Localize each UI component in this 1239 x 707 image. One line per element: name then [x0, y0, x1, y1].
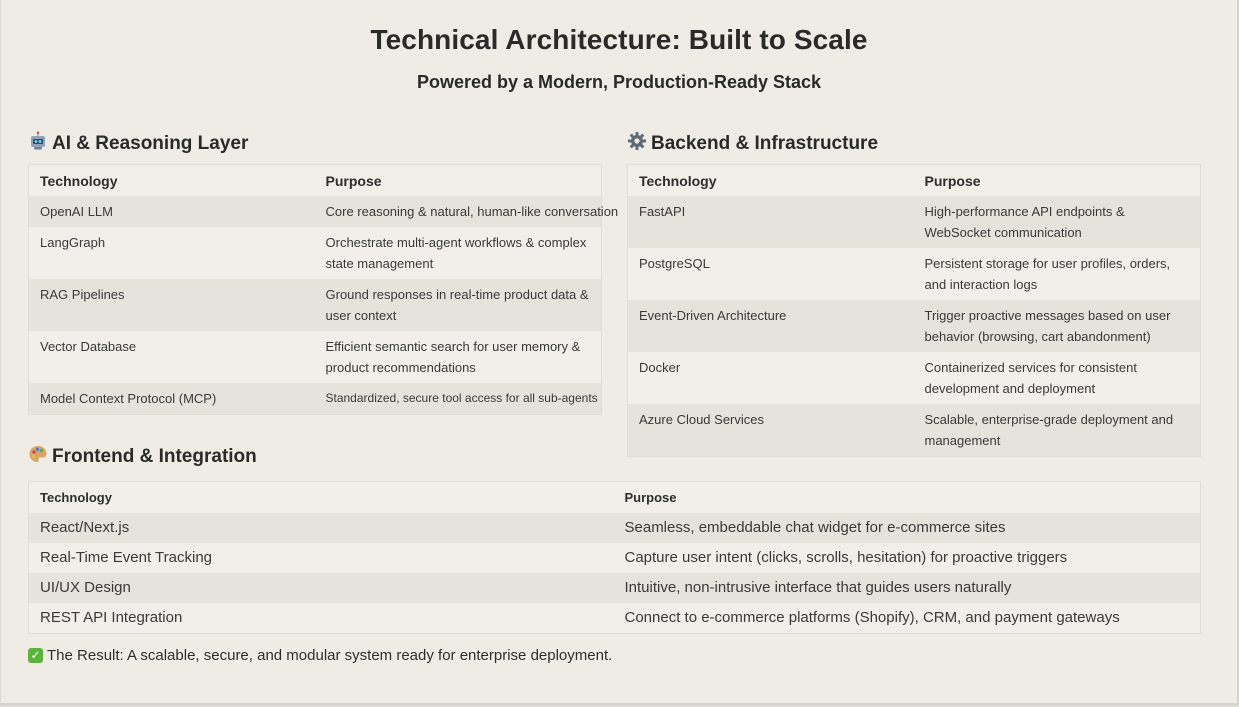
- check-mark-icon: ✓: [28, 648, 43, 663]
- purpose-cell: Seamless, embeddable chat widget for e-commerce sites: [614, 513, 1201, 543]
- gear-icon: [627, 131, 647, 156]
- purpose-cell: High-performance API endpoints & WebSocket communication: [914, 196, 1201, 248]
- purpose-cell: Persistent storage for user profiles, orders, and interaction logs: [914, 248, 1201, 300]
- technology-cell: PostgreSQL: [628, 248, 914, 300]
- ai-layer-heading: [28, 131, 248, 156]
- table-row: [29, 543, 1201, 573]
- table-row: [628, 300, 1201, 352]
- robot-icon: [28, 131, 48, 156]
- purpose-cell: Connect to e-commerce platforms (Shopify), CRM, and payment gateways: [614, 603, 1201, 634]
- technology-cell: Event-Driven Architecture: [628, 300, 914, 352]
- table-row: [29, 279, 602, 331]
- slide: [1, 0, 1239, 705]
- result-statement: [28, 647, 612, 664]
- table-header-row: [29, 482, 1201, 514]
- technology-cell: Azure Cloud Services: [628, 404, 914, 457]
- backend-heading-text: Backend & Infrastructure: [651, 132, 879, 154]
- table-row: [29, 331, 602, 383]
- table-row: [628, 404, 1201, 457]
- result-text: The Result: A scalable, secure, and modular system ready for enterprise deployment.: [47, 647, 613, 664]
- column-header-purpose: Purpose: [914, 165, 1201, 197]
- table-header-row: [29, 165, 602, 197]
- technology-cell: LangGraph: [29, 227, 315, 279]
- ai-layer-table: [28, 164, 619, 415]
- purpose-cell: Ground responses in real-time product data & user context: [315, 279, 602, 331]
- frontend-heading: [28, 444, 257, 469]
- frontend-heading-text: Frontend & Integration: [52, 445, 257, 467]
- purpose-cell: Standardized, secure tool access for all sub-agents: [315, 383, 602, 415]
- technology-cell: Real-Time Event Tracking: [29, 543, 614, 573]
- ai-layer-heading-text: AI & Reasoning Layer: [52, 132, 249, 154]
- table-row: [628, 352, 1201, 404]
- technology-cell: UI/UX Design: [29, 573, 614, 603]
- table-row: [29, 513, 1201, 543]
- purpose-cell: Containerized services for consistent development and deployment: [914, 352, 1201, 404]
- purpose-cell: Capture user intent (clicks, scrolls, hesitation) for proactive triggers: [614, 543, 1201, 573]
- column-header-purpose: Purpose: [614, 482, 1201, 514]
- purpose-cell: Efficient semantic search for user memory & product recommendations: [315, 331, 602, 383]
- table-row: [29, 383, 602, 415]
- table-row: [29, 227, 602, 279]
- technology-cell: Vector Database: [29, 331, 315, 383]
- purpose-cell: Core reasoning & natural, human-like conversation: [315, 196, 602, 227]
- page-subtitle: Powered by a Modern, Production-Ready Stack: [416, 72, 822, 92]
- table-row: [29, 603, 1201, 634]
- technology-cell: RAG Pipelines: [29, 279, 315, 331]
- technology-cell: React/Next.js: [29, 513, 614, 543]
- purpose-cell: Trigger proactive messages based on user behavior (browsing, cart abandonment): [914, 300, 1201, 352]
- table-row: [628, 248, 1201, 300]
- page-title: Technical Architecture: Built to Scale: [370, 24, 868, 55]
- table-header-row: [628, 165, 1201, 197]
- technology-cell: REST API Integration: [29, 603, 614, 634]
- purpose-cell: Orchestrate multi-agent workflows & complex state management: [315, 227, 602, 279]
- column-header-purpose: Purpose: [315, 165, 602, 197]
- technology-cell: Docker: [628, 352, 914, 404]
- table-row: [29, 196, 602, 227]
- column-header-technology: Technology: [29, 165, 315, 197]
- palette-icon: [28, 444, 48, 469]
- backend-heading: [627, 131, 878, 156]
- table-row: [29, 573, 1201, 603]
- column-header-technology: Technology: [628, 165, 914, 197]
- table-row: [628, 196, 1201, 248]
- backend-table: [627, 164, 1201, 457]
- technology-cell: Model Context Protocol (MCP): [29, 383, 315, 415]
- frontend-table: [28, 481, 1201, 634]
- column-header-technology: Technology: [29, 482, 614, 514]
- purpose-cell: Scalable, enterprise-grade deployment and management: [914, 404, 1201, 457]
- technology-cell: FastAPI: [628, 196, 914, 248]
- technology-cell: OpenAI LLM: [29, 196, 315, 227]
- purpose-cell: Intuitive, non-intrusive interface that guides users naturally: [614, 573, 1201, 603]
